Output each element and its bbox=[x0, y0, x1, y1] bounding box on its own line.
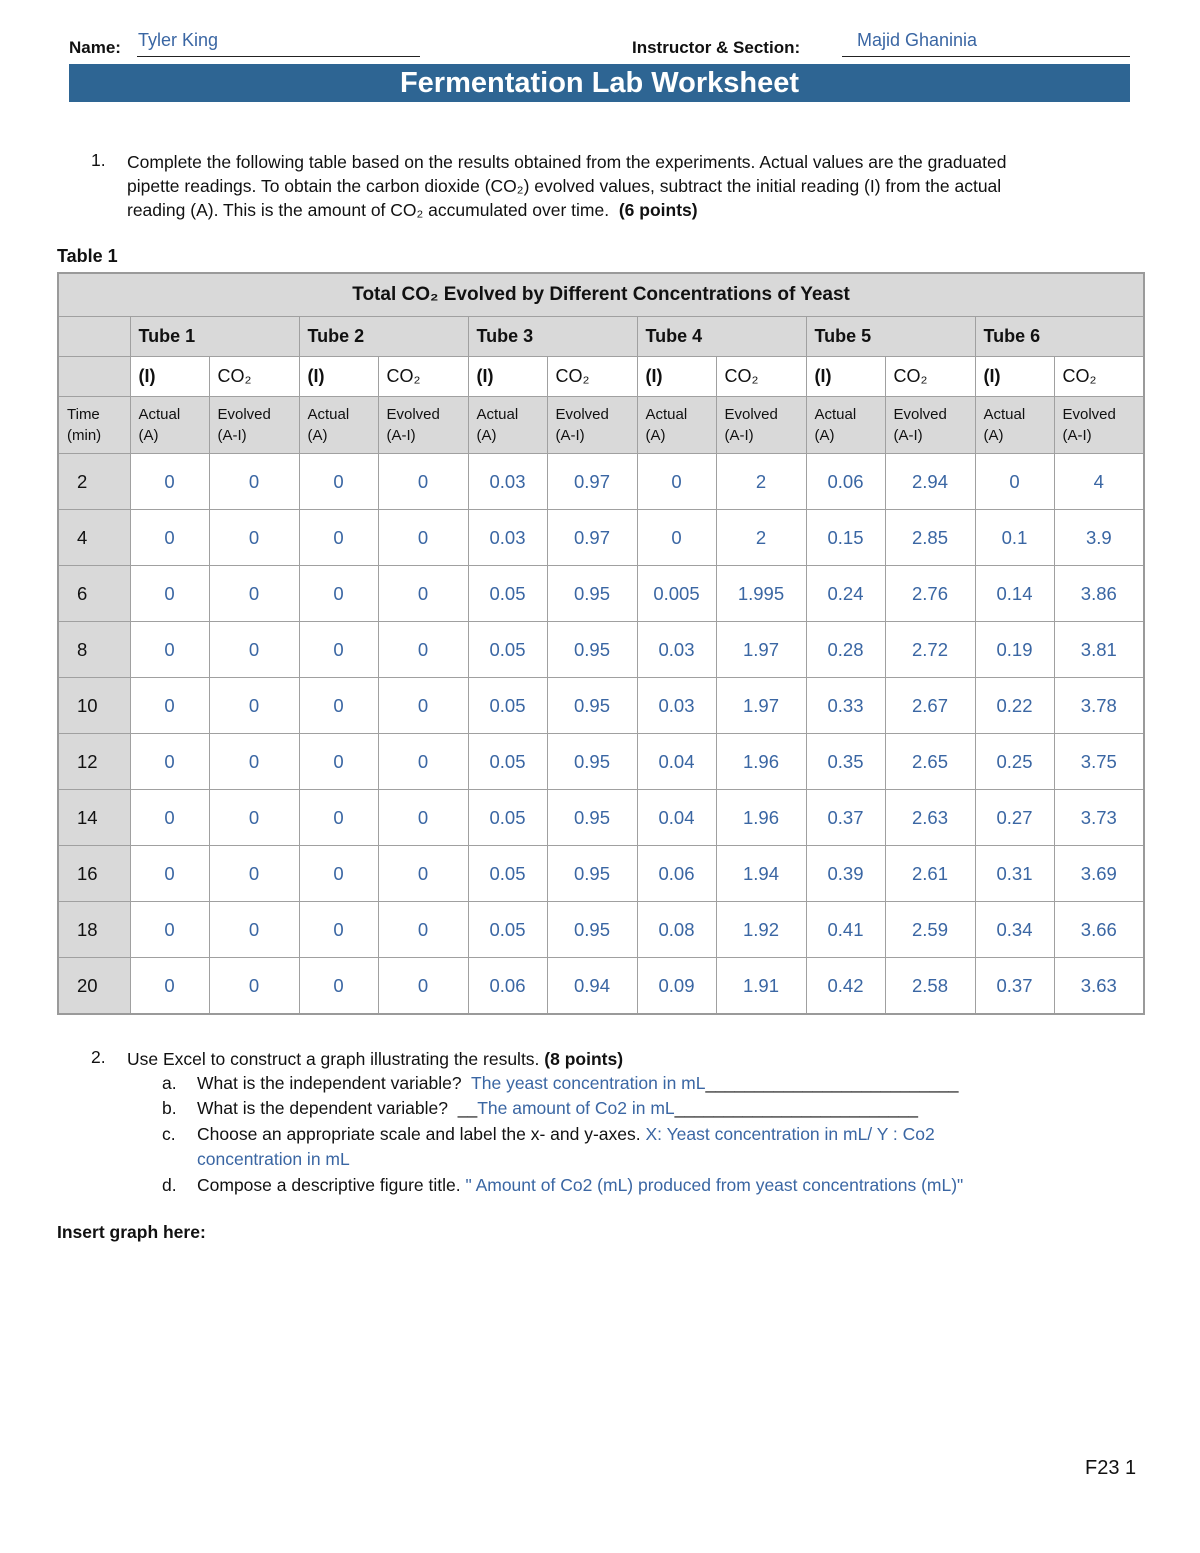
name-value: Tyler King bbox=[138, 30, 219, 50]
evolved-cell: 2.67 bbox=[885, 678, 975, 734]
item-b-answer: The amount of Co2 in mL bbox=[477, 1098, 675, 1118]
actual-cell: 0.19 bbox=[975, 622, 1054, 678]
actual-cell: 0.05 bbox=[468, 902, 547, 958]
time-cell: 8 bbox=[58, 622, 130, 678]
evolved-cell: 0 bbox=[209, 454, 299, 510]
evolved-header-line-2: (A-I) bbox=[386, 427, 416, 444]
evolved-header-line-2: (A-I) bbox=[893, 427, 923, 444]
table-row bbox=[58, 734, 1144, 790]
actual-cell: 0.06 bbox=[637, 846, 716, 902]
evolved-cell: 2.85 bbox=[885, 510, 975, 566]
evolved-cell: 1.96 bbox=[716, 790, 806, 846]
actual-header bbox=[299, 397, 378, 454]
evolved-cell: 0.95 bbox=[547, 734, 637, 790]
evolved-cell: 1.91 bbox=[716, 958, 806, 1015]
evolved-cell: 0.97 bbox=[547, 454, 637, 510]
actual-cell: 0.22 bbox=[975, 678, 1054, 734]
co2-header: CO₂ bbox=[1054, 357, 1144, 397]
evolved-header-line-1: Evolved bbox=[1062, 406, 1116, 423]
evolved-cell: 0.95 bbox=[547, 678, 637, 734]
evolved-cell: 0.95 bbox=[547, 790, 637, 846]
evolved-cell: 0.95 bbox=[547, 902, 637, 958]
table-row bbox=[58, 902, 1144, 958]
actual-cell: 0.33 bbox=[806, 678, 885, 734]
evolved-cell: 0 bbox=[209, 902, 299, 958]
initial-header: (I) bbox=[468, 357, 547, 397]
evolved-cell: 3.78 bbox=[1054, 678, 1144, 734]
insert-graph-label: Insert graph here: bbox=[57, 1222, 206, 1242]
evolved-cell: 0 bbox=[209, 510, 299, 566]
evolved-header bbox=[1054, 397, 1144, 454]
actual-header bbox=[637, 397, 716, 454]
evolved-cell: 0.94 bbox=[547, 958, 637, 1015]
initial-header: (I) bbox=[637, 357, 716, 397]
actual-cell: 0.04 bbox=[637, 790, 716, 846]
question-1-points: (6 points) bbox=[618, 200, 698, 220]
item-c bbox=[197, 1124, 1097, 1145]
question-1-line-3 bbox=[127, 198, 1127, 222]
evolved-cell: 2.72 bbox=[885, 622, 975, 678]
actual-header-line-2: (A) bbox=[307, 427, 328, 444]
item-b-letter: b. bbox=[162, 1098, 177, 1118]
evolved-cell: 2.65 bbox=[885, 734, 975, 790]
instructor-value: Majid Ghaninia bbox=[857, 30, 978, 50]
actual-cell: 0.31 bbox=[975, 846, 1054, 902]
evolved-cell: 0 bbox=[209, 958, 299, 1015]
actual-header-line-2: (A) bbox=[645, 427, 666, 444]
actual-header bbox=[130, 397, 209, 454]
tube-header: Tube 3 bbox=[468, 317, 637, 357]
actual-header-line-2: (A) bbox=[138, 427, 159, 444]
co2-header: CO₂ bbox=[378, 357, 468, 397]
actual-cell: 0.06 bbox=[468, 958, 547, 1015]
evolved-header-line-1: Evolved bbox=[555, 406, 609, 423]
evolved-cell: 3.81 bbox=[1054, 622, 1144, 678]
evolved-cell: 0 bbox=[378, 790, 468, 846]
time-header-line-1: Time bbox=[67, 406, 100, 423]
actual-cell: 0.1 bbox=[975, 510, 1054, 566]
actual-cell: 0 bbox=[130, 622, 209, 678]
evolved-header-line-1: Evolved bbox=[724, 406, 778, 423]
evolved-cell: 0 bbox=[378, 510, 468, 566]
actual-header-line-2: (A) bbox=[983, 427, 1004, 444]
evolved-cell: 2.59 bbox=[885, 902, 975, 958]
evolved-cell: 3.66 bbox=[1054, 902, 1144, 958]
evolved-cell: 2.61 bbox=[885, 846, 975, 902]
item-b-blank: _________________________ bbox=[674, 1098, 918, 1118]
actual-cell: 0.37 bbox=[806, 790, 885, 846]
time-cell: 12 bbox=[58, 734, 130, 790]
evolved-header bbox=[547, 397, 637, 454]
question-2-text-main: Use Excel to construct a graph illustrating the results. bbox=[127, 1049, 540, 1069]
item-c-answer-2: concentration in mL bbox=[197, 1149, 350, 1169]
actual-cell: 0.24 bbox=[806, 566, 885, 622]
actual-cell: 0.05 bbox=[468, 790, 547, 846]
evolved-cell: 1.995 bbox=[716, 566, 806, 622]
tube-header: Tube 5 bbox=[806, 317, 975, 357]
table-title: Total CO₂ Evolved by Different Concentrations of Yeast bbox=[58, 273, 1144, 317]
tube-header: Tube 1 bbox=[130, 317, 299, 357]
actual-cell: 0 bbox=[130, 454, 209, 510]
actual-cell: 0 bbox=[130, 734, 209, 790]
actual-header bbox=[468, 397, 547, 454]
evolved-cell: 0 bbox=[209, 566, 299, 622]
question-1-number: 1. bbox=[91, 150, 106, 170]
evolved-cell: 0 bbox=[378, 622, 468, 678]
actual-cell: 0 bbox=[130, 958, 209, 1015]
evolved-cell: 2.94 bbox=[885, 454, 975, 510]
time-cell: 14 bbox=[58, 790, 130, 846]
time-header bbox=[58, 397, 130, 454]
time-header-line-2: (min) bbox=[67, 427, 102, 444]
evolved-cell: 0 bbox=[378, 566, 468, 622]
evolved-header-line-1: Evolved bbox=[386, 406, 440, 423]
actual-header-line-1: Actual bbox=[476, 406, 519, 423]
actual-cell: 0.09 bbox=[637, 958, 716, 1015]
evolved-cell: 2 bbox=[716, 454, 806, 510]
actual-cell: 0.06 bbox=[806, 454, 885, 510]
evolved-cell: 4 bbox=[1054, 454, 1144, 510]
evolved-cell: 0.97 bbox=[547, 510, 637, 566]
actual-cell: 0 bbox=[299, 958, 378, 1015]
evolved-cell: 1.96 bbox=[716, 734, 806, 790]
instructor-label: Instructor & Section: bbox=[632, 38, 801, 57]
actual-cell: 0.05 bbox=[468, 622, 547, 678]
evolved-cell: 2.76 bbox=[885, 566, 975, 622]
item-b bbox=[197, 1098, 918, 1119]
actual-cell: 0.05 bbox=[468, 846, 547, 902]
evolved-header-line-1: Evolved bbox=[217, 406, 271, 423]
item-d-answer: " Amount of Co2 (mL) produced from yeast concentrations (mL)" bbox=[465, 1175, 964, 1195]
actual-cell: 0.04 bbox=[637, 734, 716, 790]
question-2-number: 2. bbox=[91, 1047, 106, 1067]
table-caption: Table 1 bbox=[57, 246, 118, 266]
evolved-header bbox=[885, 397, 975, 454]
actual-header bbox=[806, 397, 885, 454]
table-row bbox=[58, 510, 1144, 566]
evolved-header bbox=[378, 397, 468, 454]
actual-header-line-1: Actual bbox=[814, 406, 857, 423]
evolved-cell: 0 bbox=[378, 958, 468, 1015]
evolved-cell: 0 bbox=[378, 902, 468, 958]
evolved-cell: 2 bbox=[716, 510, 806, 566]
actual-cell: 0 bbox=[637, 510, 716, 566]
question-2-points: (8 points) bbox=[544, 1049, 624, 1069]
actual-header-line-2: (A) bbox=[814, 427, 835, 444]
item-a-text: What is the independent variable? bbox=[197, 1073, 462, 1093]
actual-cell: 0 bbox=[299, 846, 378, 902]
co2-header: CO₂ bbox=[209, 357, 299, 397]
time-cell: 10 bbox=[58, 678, 130, 734]
evolved-cell: 3.73 bbox=[1054, 790, 1144, 846]
actual-cell: 0 bbox=[637, 454, 716, 510]
evolved-cell: 0 bbox=[209, 790, 299, 846]
header-corner bbox=[58, 317, 130, 357]
table-row bbox=[58, 846, 1144, 902]
actual-cell: 0 bbox=[130, 846, 209, 902]
actual-cell: 0 bbox=[975, 454, 1054, 510]
item-b-blank-pre: __ bbox=[457, 1098, 478, 1118]
actual-cell: 0.15 bbox=[806, 510, 885, 566]
actual-cell: 0.08 bbox=[637, 902, 716, 958]
table-row bbox=[58, 678, 1144, 734]
initial-header: (I) bbox=[806, 357, 885, 397]
actual-cell: 0 bbox=[299, 678, 378, 734]
actual-cell: 0 bbox=[299, 566, 378, 622]
name-label: Name: bbox=[69, 38, 121, 57]
question-1-text bbox=[127, 150, 1127, 222]
actual-cell: 0.34 bbox=[975, 902, 1054, 958]
initial-header: (I) bbox=[130, 357, 209, 397]
actual-cell: 0.05 bbox=[468, 566, 547, 622]
evolved-cell: 3.63 bbox=[1054, 958, 1144, 1015]
evolved-cell: 3.86 bbox=[1054, 566, 1144, 622]
question-1-line-2: pipette readings. To obtain the carbon dioxide (CO₂) evolved values, subtract the initial reading (I) from the actual bbox=[127, 176, 1002, 196]
evolved-cell: 0 bbox=[209, 846, 299, 902]
item-b-text: What is the dependent variable? bbox=[197, 1098, 448, 1118]
item-c-letter: c. bbox=[162, 1124, 176, 1144]
actual-cell: 0 bbox=[299, 510, 378, 566]
evolved-header-line-1: Evolved bbox=[893, 406, 947, 423]
actual-header-line-1: Actual bbox=[307, 406, 350, 423]
evolved-header bbox=[716, 397, 806, 454]
actual-cell: 0.42 bbox=[806, 958, 885, 1015]
item-c-text: Choose an appropriate scale and label the x- and y-axes. bbox=[197, 1124, 641, 1144]
evolved-cell: 1.97 bbox=[716, 622, 806, 678]
actual-cell: 0.27 bbox=[975, 790, 1054, 846]
actual-cell: 0 bbox=[130, 566, 209, 622]
actual-header bbox=[975, 397, 1054, 454]
evolved-cell: 0 bbox=[378, 678, 468, 734]
actual-cell: 0 bbox=[299, 790, 378, 846]
actual-cell: 0.03 bbox=[637, 622, 716, 678]
table-row bbox=[58, 454, 1144, 510]
co2-header: CO₂ bbox=[547, 357, 637, 397]
actual-cell: 0.03 bbox=[468, 510, 547, 566]
tube-header: Tube 2 bbox=[299, 317, 468, 357]
time-cell: 20 bbox=[58, 958, 130, 1015]
question-1-line-1: Complete the following table based on the results obtained from the experiments. Actual values are the graduated bbox=[127, 152, 1007, 172]
item-a bbox=[197, 1073, 959, 1094]
actual-cell: 0 bbox=[299, 734, 378, 790]
evolved-cell: 0 bbox=[209, 622, 299, 678]
evolved-cell: 1.92 bbox=[716, 902, 806, 958]
actual-header-line-1: Actual bbox=[983, 406, 1026, 423]
evolved-cell: 3.9 bbox=[1054, 510, 1144, 566]
initial-header: (I) bbox=[299, 357, 378, 397]
item-d-letter: d. bbox=[162, 1175, 177, 1195]
actual-cell: 0.35 bbox=[806, 734, 885, 790]
actual-cell: 0 bbox=[130, 678, 209, 734]
evolved-header-line-2: (A-I) bbox=[724, 427, 754, 444]
actual-cell: 0.05 bbox=[468, 678, 547, 734]
actual-cell: 0.28 bbox=[806, 622, 885, 678]
item-c-answer-1: X: Yeast concentration in mL/ Y : Co2 bbox=[645, 1124, 935, 1144]
evolved-cell: 0.95 bbox=[547, 846, 637, 902]
actual-cell: 0 bbox=[299, 454, 378, 510]
tube-header: Tube 6 bbox=[975, 317, 1144, 357]
item-d bbox=[197, 1175, 963, 1196]
actual-cell: 0.37 bbox=[975, 958, 1054, 1015]
evolved-cell: 3.75 bbox=[1054, 734, 1144, 790]
actual-cell: 0.005 bbox=[637, 566, 716, 622]
evolved-cell: 2.58 bbox=[885, 958, 975, 1015]
evolved-cell: 0 bbox=[378, 846, 468, 902]
actual-cell: 0.25 bbox=[975, 734, 1054, 790]
evolved-header-line-2: (A-I) bbox=[555, 427, 585, 444]
evolved-cell: 0 bbox=[378, 734, 468, 790]
table-row bbox=[58, 622, 1144, 678]
evolved-cell: 0 bbox=[209, 678, 299, 734]
evolved-header-line-2: (A-I) bbox=[1062, 427, 1092, 444]
actual-cell: 0.41 bbox=[806, 902, 885, 958]
table-row bbox=[58, 790, 1144, 846]
evolved-header-line-2: (A-I) bbox=[217, 427, 247, 444]
question-2-text bbox=[127, 1047, 623, 1071]
item-a-answer: The yeast concentration in mL bbox=[471, 1073, 706, 1093]
time-cell: 2 bbox=[58, 454, 130, 510]
evolved-cell: 0.95 bbox=[547, 622, 637, 678]
item-d-text: Compose a descriptive figure title. bbox=[197, 1175, 461, 1195]
evolved-cell: 1.94 bbox=[716, 846, 806, 902]
time-cell: 16 bbox=[58, 846, 130, 902]
evolved-cell: 1.97 bbox=[716, 678, 806, 734]
actual-cell: 0.14 bbox=[975, 566, 1054, 622]
tube-header: Tube 4 bbox=[637, 317, 806, 357]
actual-cell: 0.03 bbox=[468, 454, 547, 510]
actual-header-line-2: (A) bbox=[476, 427, 497, 444]
actual-header-line-1: Actual bbox=[645, 406, 688, 423]
table-row bbox=[58, 566, 1144, 622]
evolved-cell: 3.69 bbox=[1054, 846, 1144, 902]
actual-cell: 0 bbox=[130, 510, 209, 566]
page-footer: F23 1 bbox=[1085, 1457, 1137, 1479]
question-1-line-3-text: reading (A). This is the amount of CO₂ accumulated over time. bbox=[127, 200, 610, 220]
time-cell: 6 bbox=[58, 566, 130, 622]
table-row bbox=[58, 958, 1144, 1015]
page-title: Fermentation Lab Worksheet bbox=[69, 64, 1130, 102]
time-cell: 18 bbox=[58, 902, 130, 958]
evolved-header bbox=[209, 397, 299, 454]
actual-cell: 0.03 bbox=[637, 678, 716, 734]
evolved-cell: 0 bbox=[209, 734, 299, 790]
actual-cell: 0.05 bbox=[468, 734, 547, 790]
actual-cell: 0.39 bbox=[806, 846, 885, 902]
evolved-cell: 0.95 bbox=[547, 566, 637, 622]
evolved-cell: 2.63 bbox=[885, 790, 975, 846]
item-a-letter: a. bbox=[162, 1073, 177, 1093]
co2-header: CO₂ bbox=[716, 357, 806, 397]
actual-cell: 0 bbox=[299, 622, 378, 678]
co2-header: CO₂ bbox=[885, 357, 975, 397]
initial-header: (I) bbox=[975, 357, 1054, 397]
actual-cell: 0 bbox=[130, 902, 209, 958]
actual-cell: 0 bbox=[130, 790, 209, 846]
actual-header-line-1: Actual bbox=[138, 406, 181, 423]
actual-cell: 0 bbox=[299, 902, 378, 958]
evolved-cell: 0 bbox=[378, 454, 468, 510]
item-a-blank: __________________________ bbox=[705, 1073, 959, 1093]
time-cell: 4 bbox=[58, 510, 130, 566]
co2-table bbox=[57, 272, 1145, 1015]
header-corner bbox=[58, 357, 130, 397]
